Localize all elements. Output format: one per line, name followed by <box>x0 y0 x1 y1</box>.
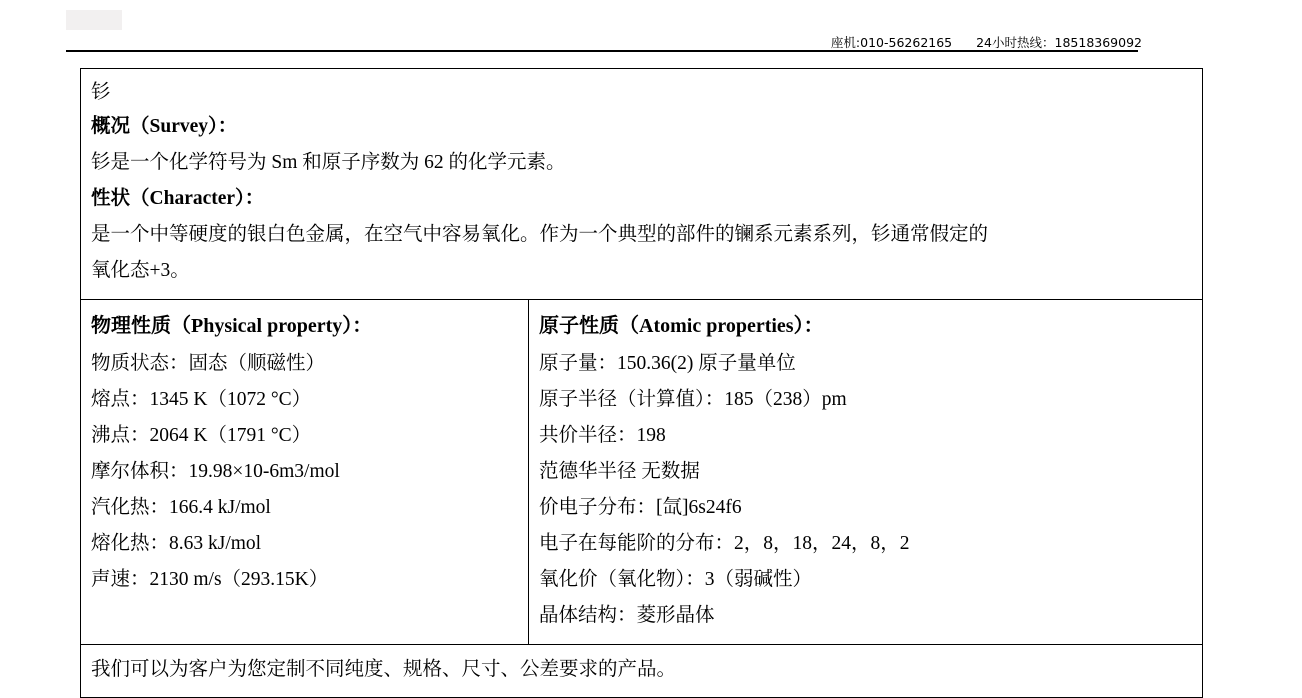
physical-property-cell <box>81 300 529 645</box>
footer-note-cell <box>81 645 1203 698</box>
atomic-row-vdw-radius: 范德华半径 无数据 <box>539 461 700 482</box>
page-header <box>0 0 1302 58</box>
header-contact-info <box>831 33 1142 51</box>
physical-row-boiling-point: 沸点：2064 K（1791 °C） <box>91 425 312 446</box>
overview-cell <box>81 69 1203 300</box>
atomic-row-atomic-weight: 原子量：150.36(2) 原子量单位 <box>539 353 796 374</box>
physical-row-molar-volume: 摩尔体积：19.98×10-6m3/mol <box>91 461 340 482</box>
physical-row-heat-of-vaporization: 汽化热：166.4 kJ/mol <box>91 497 271 518</box>
survey-heading-en: （Survey）： <box>130 116 238 137</box>
physical-row-heat-of-fusion: 熔化热：8.63 kJ/mol <box>91 533 262 554</box>
landline-number: 座机:010-56262165 <box>830 35 953 50</box>
atomic-row-electron-configuration: 价电子分布：[氙]6s24f6 <box>539 497 742 518</box>
atomic-property-heading <box>539 308 1192 344</box>
atomic-row-electrons-per-shell: 电子在每能阶的分布：2，8，18，24，8，2 <box>539 533 910 554</box>
physical-property-heading <box>91 308 518 344</box>
survey-heading <box>91 109 1192 145</box>
physical-row-speed-of-sound: 声速：2130 m/s（293.15K） <box>91 569 329 590</box>
physical-row-melting-point: 熔点：1345 K（1072 °C） <box>91 389 312 410</box>
table-row-footer-note <box>81 645 1203 698</box>
atomic-row-crystal-structure: 晶体结构：菱形晶体 <box>539 605 715 626</box>
survey-heading-cn: 概况 <box>91 116 131 137</box>
customization-note: 我们可以为客户为您定制不同纯度、规格、尺寸、公差要求的产品。 <box>91 659 677 680</box>
atomic-heading-en: （Atomic properties）： <box>619 315 824 337</box>
table-row-overview <box>81 69 1203 300</box>
character-heading-cn: 性状 <box>91 188 131 209</box>
atomic-heading-cn: 原子性质 <box>539 315 619 337</box>
atomic-property-cell <box>529 300 1203 645</box>
character-heading-en: （Character）： <box>130 188 265 209</box>
character-heading <box>91 181 1192 217</box>
table-row-properties <box>81 300 1203 645</box>
atomic-row-oxidation-state: 氧化价（氧化物）：3（弱碱性） <box>539 569 813 590</box>
character-text-line2: 氧化态+3。 <box>91 260 190 281</box>
physical-heading-en: （Physical property）： <box>171 315 373 337</box>
atomic-row-covalent-radius: 共价半径：198 <box>539 425 666 446</box>
company-logo <box>66 10 122 30</box>
physical-heading-cn: 物理性质 <box>91 315 171 337</box>
header-divider <box>66 50 1138 52</box>
hotline-number: 24小时热线：18518369092 <box>976 35 1142 50</box>
element-datasheet-table <box>80 68 1203 698</box>
character-text-line1: 是一个中等硬度的银白色金属，在空气中容易氧化。作为一个典型的部件的镧系元素系列，钐通常假定的 <box>91 224 989 245</box>
survey-text: 钐是一个化学符号为 Sm 和原子序数为 62 的化学元素。 <box>91 152 566 173</box>
atomic-row-atomic-radius: 原子半径（计算值）：185（238）pm <box>539 389 847 410</box>
element-name: 钐 <box>91 82 111 103</box>
physical-row-state: 物质状态：固态（顺磁性） <box>91 353 326 374</box>
